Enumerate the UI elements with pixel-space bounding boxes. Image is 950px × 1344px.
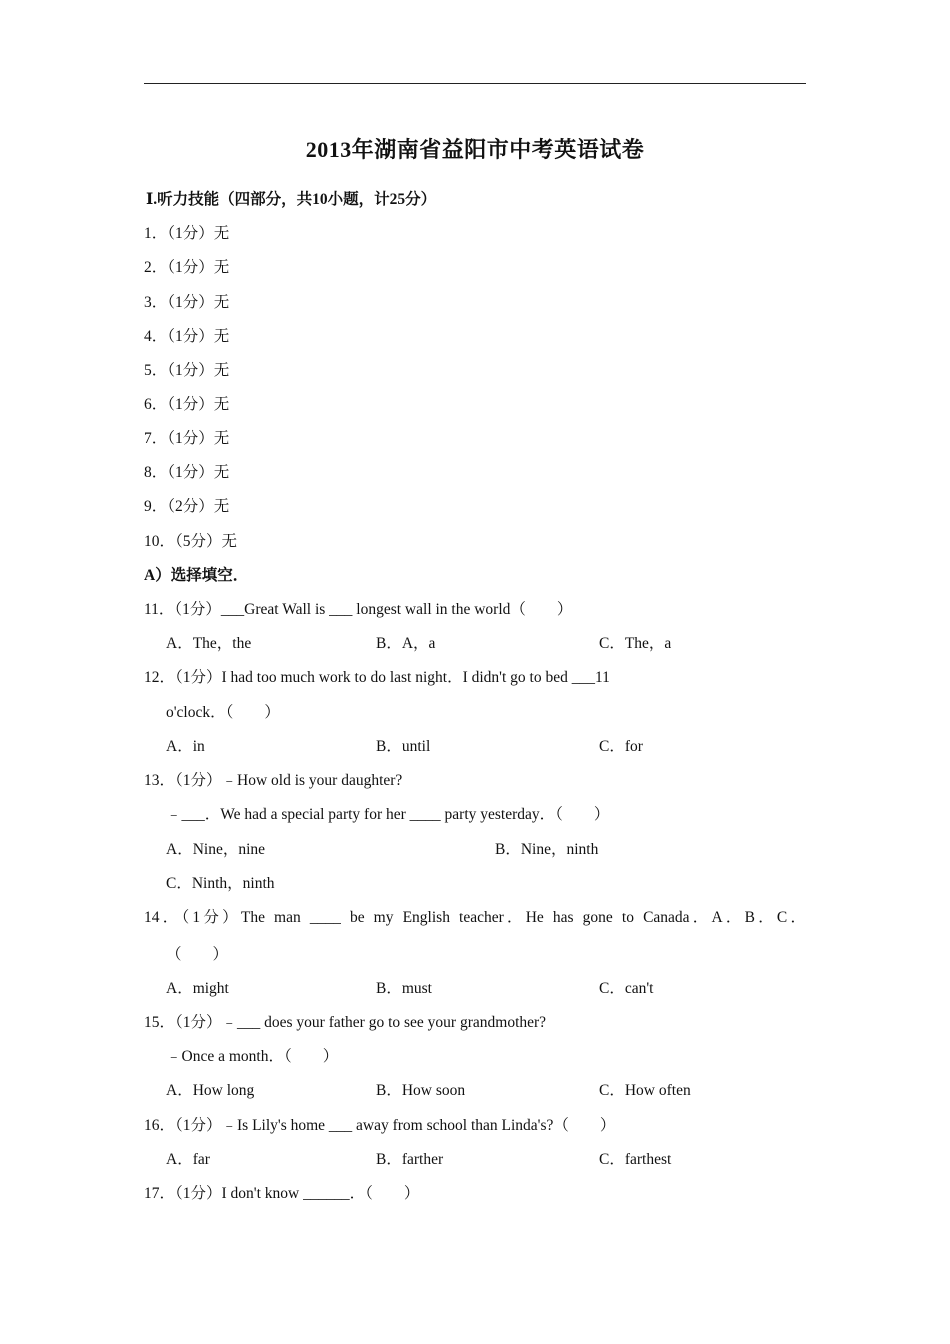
option-b: B．How soon: [376, 1082, 466, 1099]
listening-item: 4．（1分）无: [144, 328, 230, 345]
option-a: A．might: [166, 980, 229, 997]
option-c: C．Ninth，ninth: [166, 875, 275, 892]
option-a: A．How long: [166, 1082, 255, 1099]
question-stem-continued: o'clock．（ ）: [166, 704, 280, 721]
option-b: B．farther: [376, 1151, 444, 1168]
listening-item: 10．（5分）无: [144, 533, 238, 550]
listening-item: 8．（1分）无: [144, 464, 230, 481]
question-stem: 15．（1分）﹣___ does your father go to see your grandmother?: [144, 1014, 547, 1031]
question-stem: 14．（1分）The man ____ be my English teacher．He has gone to Canada．A．B．C．: [144, 909, 806, 926]
option-c: C．for: [599, 738, 643, 755]
question-stem: 11．（1分）___Great Wall is ___ longest wall in the world（ ）: [144, 601, 573, 618]
question-stem-continued: ﹣___．We had a special party for her ____ party yesterday．（ ）: [166, 806, 610, 823]
question-stem-continued: （ ）: [166, 946, 229, 963]
header-rule: [144, 83, 806, 84]
option-b: B．Nine，ninth: [495, 841, 599, 858]
listening-item: 5．（1分）无: [144, 362, 230, 379]
listening-item: 7．（1分）无: [144, 430, 230, 447]
question-stem-continued: ﹣Once a month．（ ）: [166, 1048, 339, 1065]
option-b: B．must: [376, 980, 432, 997]
option-a: A．Nine，nine: [166, 841, 266, 858]
option-a: A．far: [166, 1151, 210, 1168]
option-b: B．until: [376, 738, 431, 755]
option-c: C．The，a: [599, 635, 672, 652]
section-listening-heading: Ⅰ.听力技能（四部分，共10小题，计25分）: [146, 191, 437, 208]
option-b: B．A，a: [376, 635, 436, 652]
question-stem: 17．（1分）I don't know ______．（ ）: [144, 1185, 420, 1202]
option-c: C．can't: [599, 980, 654, 997]
question-stem: 12．（1分）I had too much work to do last night．I didn't go to bed ___11: [144, 669, 610, 686]
listening-item: 1．（1分）无: [144, 225, 230, 242]
listening-item: 2．（1分）无: [144, 259, 230, 276]
option-a: A．in: [166, 738, 205, 755]
question-stem: 13．（1分）﹣How old is your daughter?: [144, 772, 403, 789]
section-a-heading: A）选择填空．: [144, 567, 249, 584]
option-c: C．farthest: [599, 1151, 672, 1168]
page-title: 2013年湖南省益阳市中考英语试卷: [305, 137, 645, 162]
question-stem: 16．（1分）﹣Is Lily's home ___ away from school than Linda's?（ ）: [144, 1117, 616, 1134]
listening-item: 3．（1分）无: [144, 294, 230, 311]
listening-item: 6．（1分）无: [144, 396, 230, 413]
listening-item: 9．（2分）无: [144, 498, 230, 515]
option-c: C．How often: [599, 1082, 691, 1099]
option-a: A．The，the: [166, 635, 252, 652]
